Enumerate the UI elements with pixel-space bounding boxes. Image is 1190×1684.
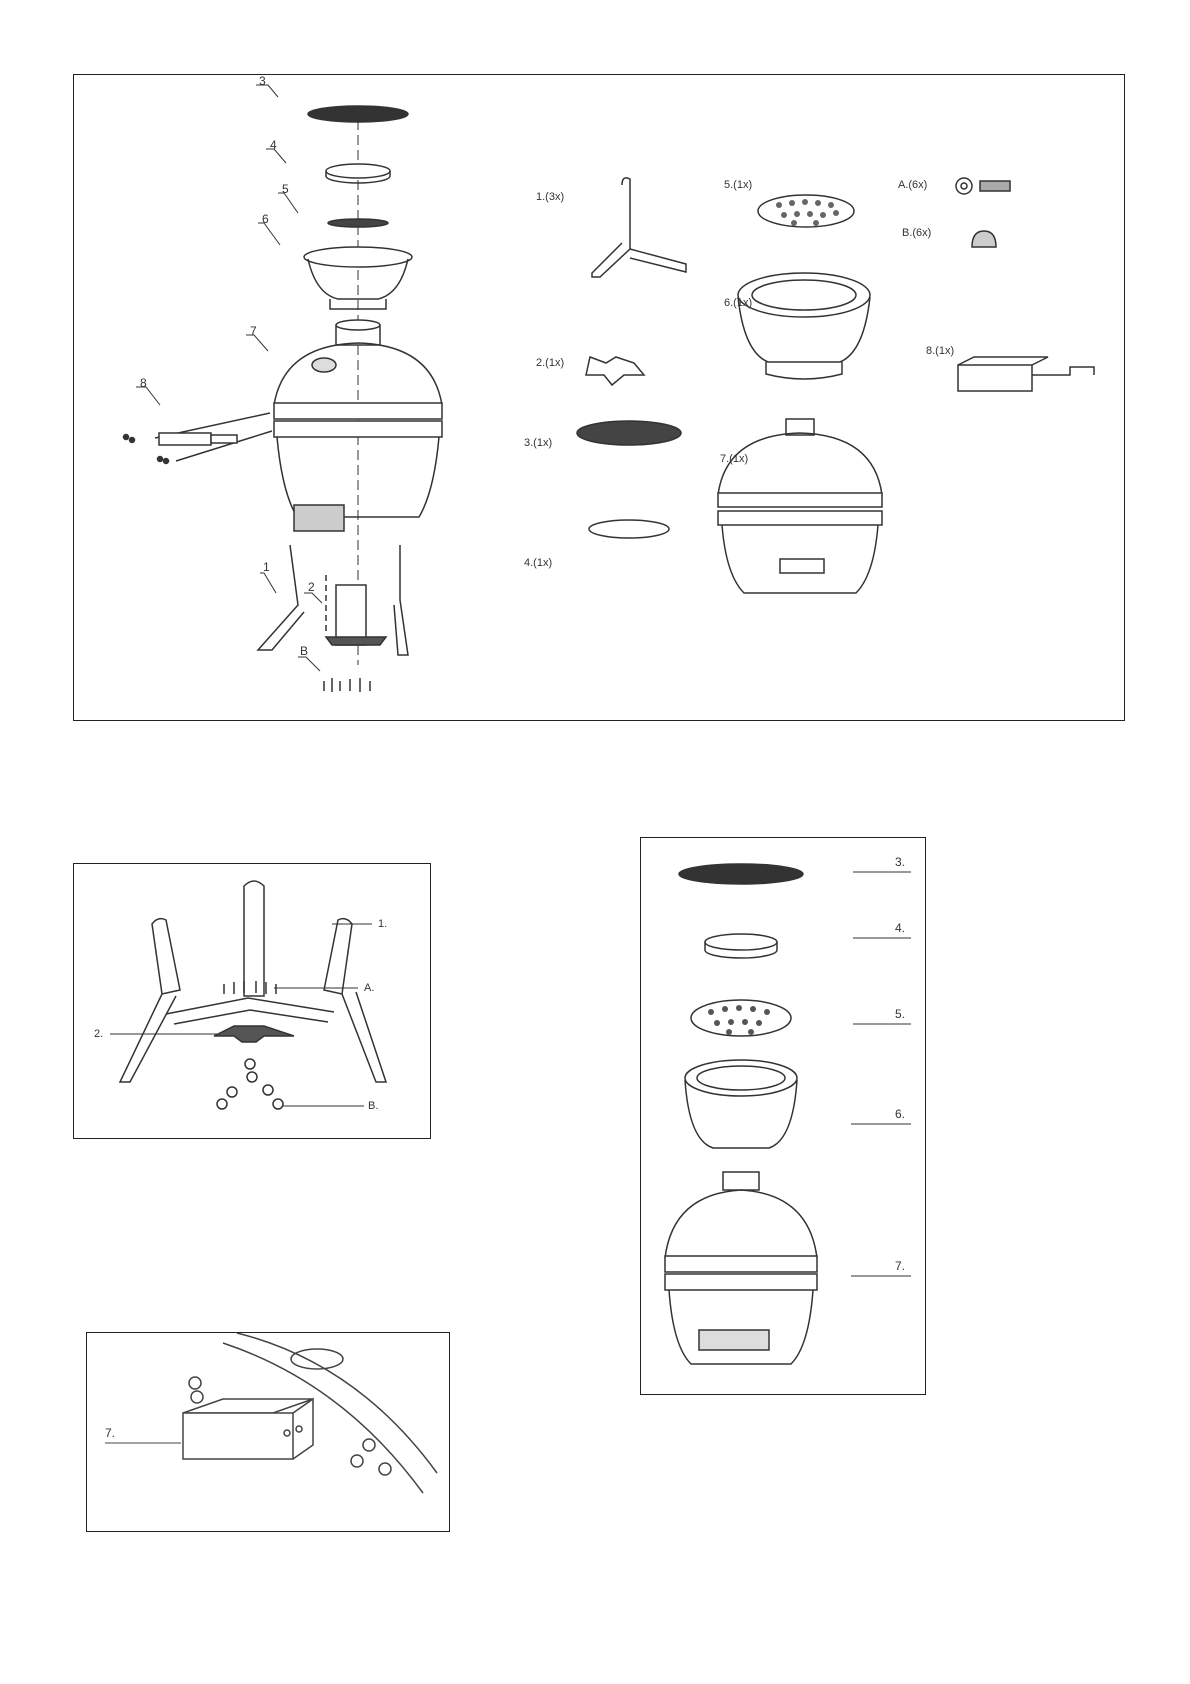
part-2-label: 2.(1x) (536, 357, 565, 369)
stack-label-3: 3. (895, 855, 906, 869)
stack-label-4: 4. (895, 921, 906, 935)
part-b-label: B.(6x) (902, 227, 932, 239)
part-5-label: 5.(1x) (724, 179, 753, 191)
part-3-label: 3.(1x) (524, 437, 553, 449)
part-7-label: 7.(1x) (720, 453, 749, 465)
part-1-label: 1.(3x) (536, 191, 565, 203)
callout-2: 2 (308, 580, 315, 594)
stack-label-6: 6. (895, 1107, 906, 1121)
legs-label-2: 2. (94, 1028, 104, 1040)
part-8-label: 8.(1x) (926, 345, 955, 357)
callout-3: 3 (259, 74, 266, 88)
stack-label-5: 5. (895, 1007, 906, 1021)
part-4-label: 4.(1x) (524, 557, 553, 569)
callout-5: 5 (282, 182, 289, 196)
legs-label-b: B. (368, 1100, 379, 1112)
callout-1: 1 (263, 560, 270, 574)
part-a-label: A.(6x) (898, 179, 928, 191)
stack-assembly-drawing (641, 838, 925, 1394)
legs-label-a: A. (364, 982, 375, 994)
handle-label-7: 7. (105, 1426, 116, 1440)
callout-b: B (300, 644, 309, 658)
handle-mount-diagram (86, 1332, 450, 1532)
callout-4: 4 (270, 138, 277, 152)
callout-7: 7 (250, 324, 257, 338)
legs-label-1: 1. (378, 918, 388, 930)
legs-assembly-drawing (74, 864, 430, 1138)
handle-mount-drawing (87, 1333, 449, 1531)
callout-8: 8 (140, 376, 147, 390)
legs-assembly-diagram (73, 863, 431, 1139)
stack-label-7: 7. (895, 1259, 906, 1273)
main-exploded-diagram (73, 74, 1125, 721)
part-6-label: 6.(1x) (724, 297, 753, 309)
stack-assembly-diagram (640, 837, 926, 1395)
exploded-view-drawing (74, 75, 1124, 720)
callout-6: 6 (262, 212, 269, 226)
